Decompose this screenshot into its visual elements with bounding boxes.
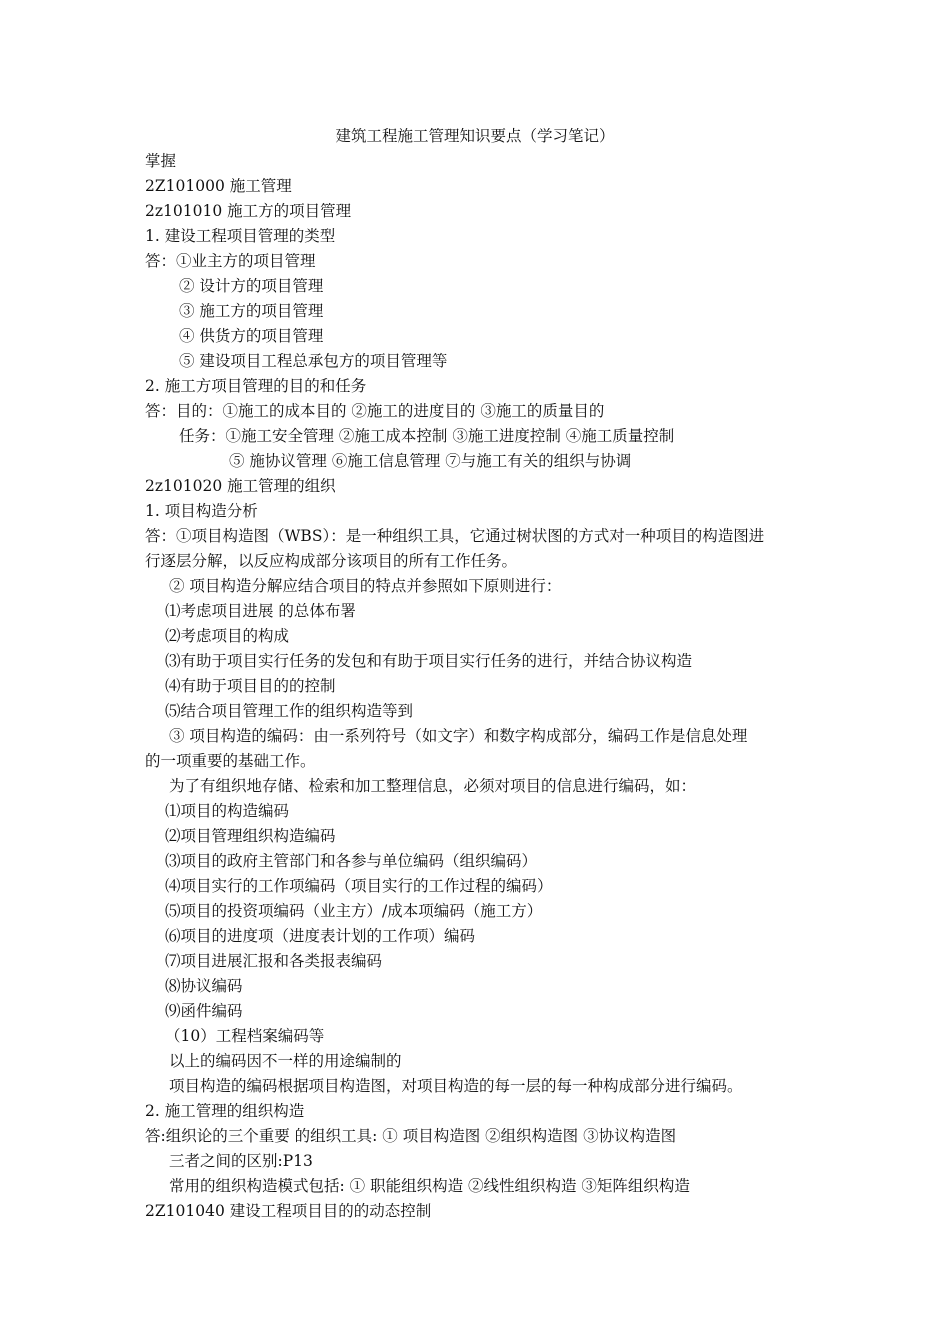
answer-line: ⑤ 建设项目工程总承包方的项目管理等: [179, 352, 448, 370]
answer-line: ② 设计方的项目管理: [179, 277, 324, 295]
chapter-heading: 2Z101000 施工管理: [145, 177, 292, 195]
question-heading: 1. 项目构造分析: [145, 502, 258, 520]
answer-line: 的一项重要的基础工作。: [145, 752, 316, 770]
answer-line: ⑤ 施协议管理 ⑥施工信息管理 ⑦与施工有关的组织与协调: [229, 452, 632, 470]
list-item: ⑹项目的进度项（进度表计划的工作项）编码: [165, 927, 476, 945]
answer-line: 行逐层分解，以反应构成部分该项目的所有工作任务。: [145, 552, 518, 570]
list-item: ⑴项目的构造编码: [165, 802, 290, 820]
list-item: ⑻协议编码: [165, 977, 243, 995]
section-heading: 2z101010 施工方的项目管理: [145, 202, 352, 220]
answer-line: 以上的编码因不一样的用途编制的: [169, 1052, 402, 1070]
section-heading: 2z101020 施工管理的组织: [145, 477, 336, 495]
answer-line: 答：目的：①施工的成本目的 ②施工的进度目的 ③施工的质量目的: [145, 402, 605, 420]
question-heading: 1. 建设工程项目管理的类型: [145, 227, 336, 245]
answer-line: 答:组织论的三个重要 的组织工具: ① 项目构造图 ②组织构造图 ③协议构造图: [145, 1127, 677, 1145]
answer-line: 为了有组织地存储、检索和加工整理信息，必须对项目的信息进行编码，如：: [169, 777, 697, 795]
list-item: ⑷项目实行的工作项编码（项目实行的工作过程的编码）: [165, 877, 553, 895]
answer-line: 答：①业主方的项目管理: [145, 252, 316, 270]
list-item: ⑵项目管理组织构造编码: [165, 827, 336, 845]
list-item: ⑶项目的政府主管部门和各参与单位编码（组织编码）: [165, 852, 538, 870]
list-item: ⑵考虑项目的构成: [165, 627, 290, 645]
question-heading: 2. 施工管理的组织构造: [145, 1102, 305, 1120]
list-item: ⑺项目进展汇报和各类报表编码: [165, 952, 383, 970]
answer-line: ③ 施工方的项目管理: [179, 302, 324, 320]
section-heading: 2Z101040 建设工程项目目的的动态控制: [145, 1202, 432, 1220]
document-body: [145, 149, 815, 1224]
list-item: ⑴考虑项目进展 的总体布署: [165, 602, 356, 620]
answer-line: ③ 项目构造的编码：由一系列符号（如文字）和数字构成部分，编码工作是信息处理: [169, 727, 748, 745]
answer-line: 三者之间的区别:P13: [169, 1152, 313, 1170]
answer-line: 常用的组织构造模式包括: ① 职能组织构造 ②线性组织构造 ③矩阵组织构造: [169, 1177, 690, 1195]
section-label: 掌握: [145, 152, 177, 170]
document-title: 建筑工程施工管理知识要点（学习笔记）: [335, 127, 615, 145]
question-heading: 2. 施工方项目管理的目的和任务: [145, 377, 367, 395]
list-item: ⑸项目的投资项编码（业主方）/成本项编码（施工方）: [165, 902, 543, 920]
list-item: ⑼函件编码: [165, 1002, 243, 1020]
answer-line: 项目构造的编码根据项目构造图，对项目构造的每一层的每一种构成部分进行编码。: [169, 1077, 743, 1095]
answer-line: 答：①项目构造图（WBS）：是一种组织工具，它通过树状图的方式对一种项目的构造图进: [145, 527, 765, 545]
answer-line: ④ 供货方的项目管理: [179, 327, 324, 345]
list-item: ⑶有助于项目实行任务的发包和有助于项目实行任务的进行，并结合协议构造: [165, 652, 693, 670]
list-item: ⑷有助于项目目的的控制: [165, 677, 336, 695]
list-item: ⑸结合项目管理工作的组织构造等到: [165, 702, 414, 720]
answer-line: 任务：①施工安全管理 ②施工成本控制 ③施工进度控制 ④施工质量控制: [179, 427, 675, 445]
list-item: （10）工程档案编码等: [165, 1027, 325, 1045]
answer-line: ② 项目构造分解应结合项目的特点并参照如下原则进行：: [169, 577, 562, 595]
